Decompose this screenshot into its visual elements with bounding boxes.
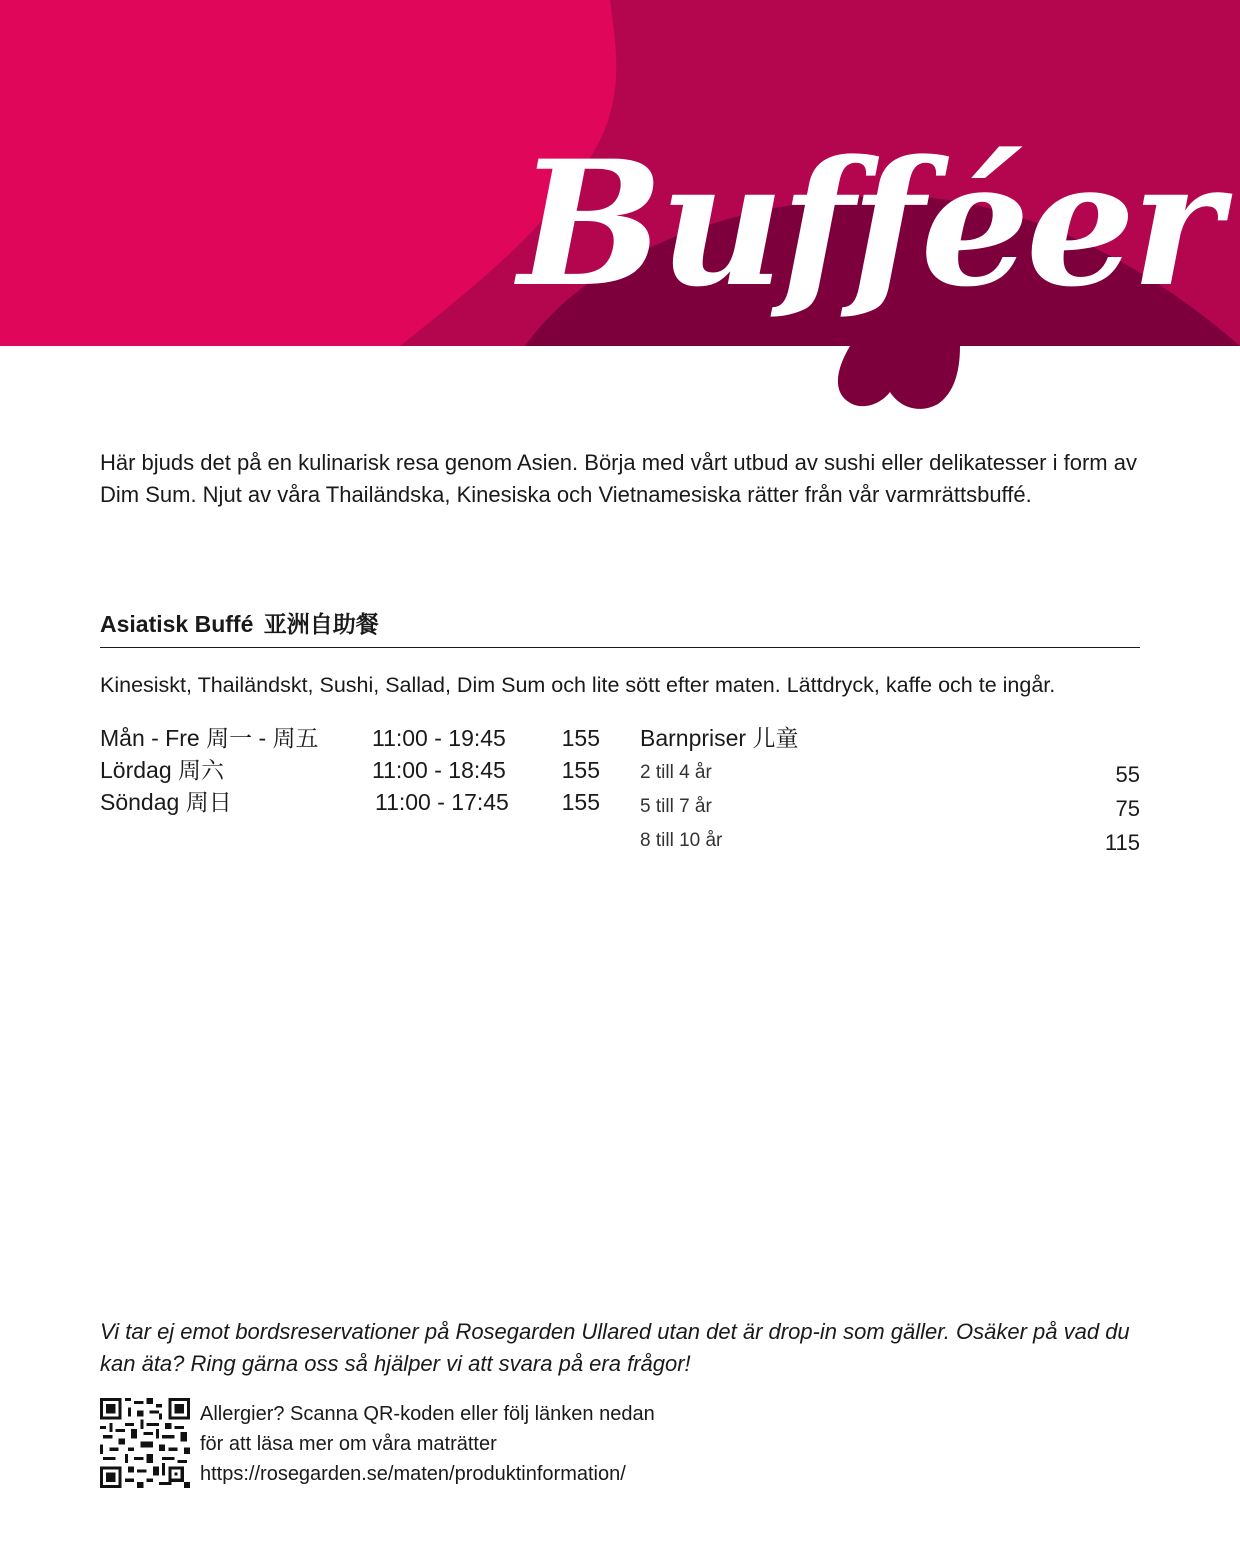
qr-code-icon[interactable] — [100, 1398, 190, 1488]
kids-price: 55 — [1115, 762, 1140, 787]
allergy-line-2: för att läsa mer om våra maträtter — [200, 1433, 497, 1455]
hours-time: 11:00 - 19:45 — [372, 725, 506, 751]
section-divider — [100, 647, 1140, 648]
allergy-line-1: Allergier? Scanna QR-koden eller följ länken nedan — [200, 1403, 655, 1425]
allergy-info — [200, 1399, 655, 1489]
kids-price-row — [640, 824, 1140, 858]
kids-age: 2 till 4 år — [640, 762, 712, 783]
hours-price: 155 — [561, 789, 600, 815]
kids-price: 75 — [1115, 796, 1140, 821]
kids-price-row — [640, 790, 1140, 824]
page-title: Bufféer — [518, 122, 1218, 325]
intro-text: Här bjuds det på en kulinarisk resa genom Asien. Börja med vårt utbud av sushi eller delikatesser i form av Dim Sum. Njut av våra Thailändska, Kinesiska och Vietnamesiska rätter från vår varmrättsbuffé. — [100, 450, 1137, 507]
kids-price: 115 — [1104, 830, 1140, 855]
opening-hours — [100, 722, 610, 818]
reservation-note: Vi tar ej emot bordsreservationer på Rosegarden Ullared utan det är drop-in som gäller. Osäker på vad du kan äta? Ring gärna oss så hjälper vi att svara på era frågor! — [100, 1319, 1130, 1376]
hours-row — [100, 754, 610, 786]
kids-prices — [640, 722, 1140, 858]
header-banner — [0, 0, 1240, 420]
section-title — [100, 608, 1140, 641]
hours-price: 155 — [561, 725, 600, 751]
section-title-chinese: 亚洲自助餐 — [263, 611, 379, 638]
kids-age: 8 till 10 år — [640, 830, 723, 851]
kids-prices-title: Barnpriser 儿童 — [640, 725, 799, 751]
hours-day: Mån - Fre 周一 - 周五 — [100, 725, 319, 751]
hours-row — [100, 722, 610, 754]
kids-price-row — [640, 756, 1140, 790]
hours-day: Lördag 周六 — [100, 757, 225, 783]
allergy-link[interactable]: https://rosegarden.se/maten/produktinformation/ — [200, 1463, 626, 1485]
hours-price: 155 — [561, 757, 600, 783]
kids-age: 5 till 7 år — [640, 796, 712, 817]
section-title-text: Asiatisk Buffé — [100, 611, 254, 637]
hours-row — [100, 786, 610, 818]
hours-time: 11:00 - 17:45 — [375, 789, 509, 815]
hours-time: 11:00 - 18:45 — [372, 757, 506, 783]
section-description: Kinesiskt, Thailändskt, Sushi, Sallad, Dim Sum och lite sött efter maten. Lättdryck, kaffe och te ingår. — [100, 673, 1056, 697]
hours-day: Söndag 周日 — [100, 789, 232, 815]
